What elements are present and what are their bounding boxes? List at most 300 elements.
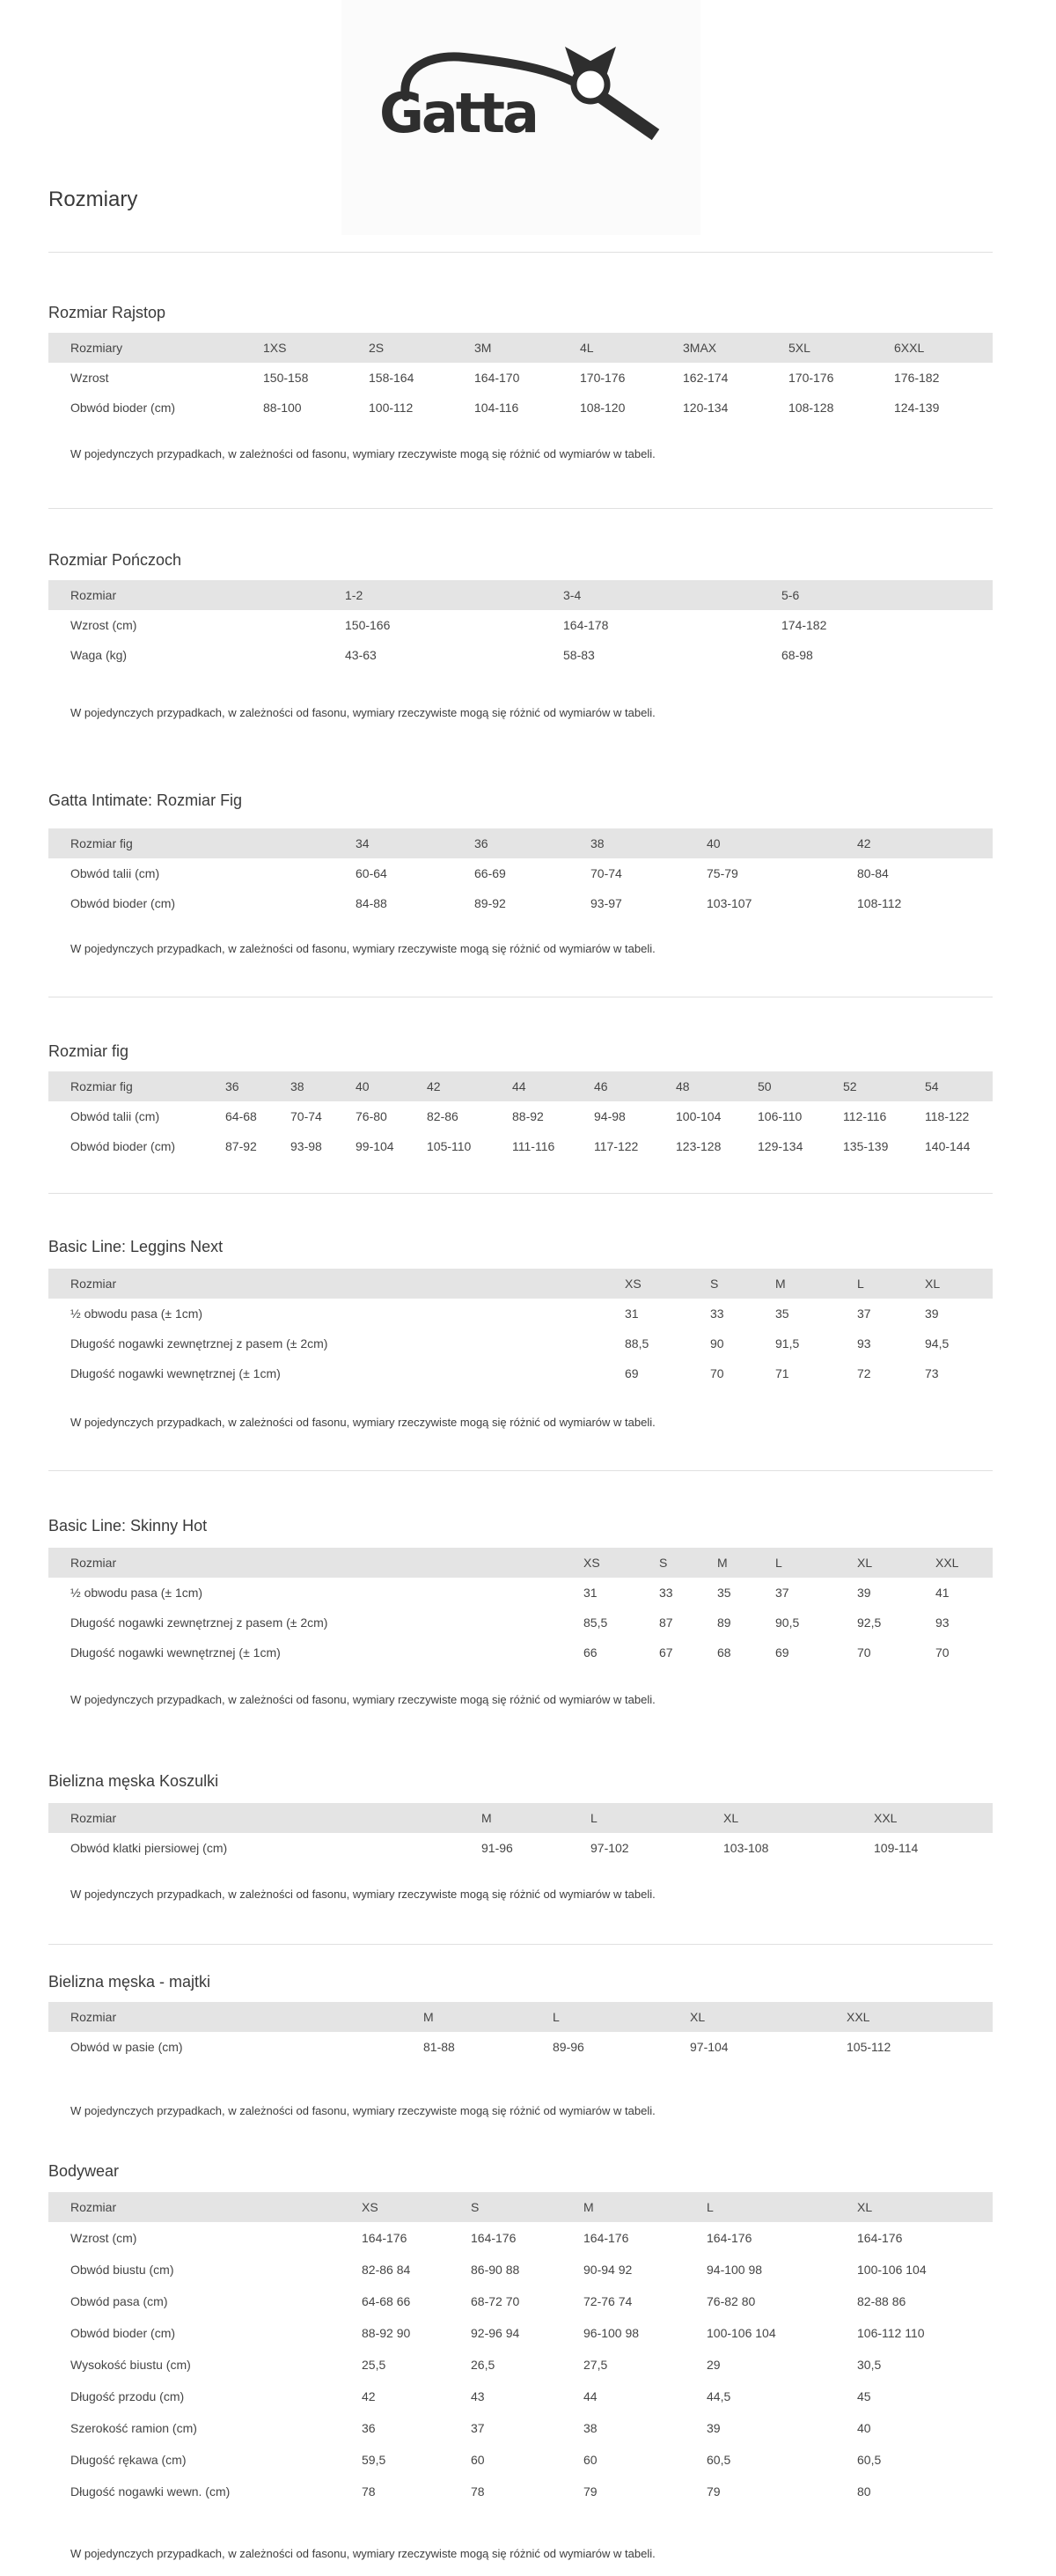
- table-header-row: [48, 580, 993, 610]
- section-rozmiar-fig: [48, 1041, 993, 1161]
- row-label: Obwód w pasie (cm): [70, 2040, 183, 2054]
- table-cell: 100-106 104: [707, 2326, 776, 2340]
- table-header-row: [48, 1269, 993, 1299]
- row-label: Długość przodu (cm): [70, 2389, 185, 2403]
- table-cell: 111-116: [512, 1139, 555, 1153]
- table-cell: 76-82 80: [707, 2294, 756, 2308]
- table-cell: 89-92: [474, 896, 506, 910]
- table-cell: 93: [857, 1336, 871, 1351]
- table-cell: 96-100 98: [583, 2326, 640, 2340]
- table-cell: 72: [857, 1366, 871, 1380]
- table-cell: 64-68: [225, 1109, 257, 1123]
- table-cell: 170-176: [788, 371, 834, 385]
- table-cell: 87: [659, 1616, 673, 1630]
- row-label: Obwód pasa (cm): [70, 2294, 168, 2308]
- table-cell: 31: [625, 1306, 639, 1321]
- table-cell: 37: [775, 1586, 789, 1600]
- table-cell: 38: [583, 2421, 598, 2435]
- size-table-koszulki: [48, 1803, 993, 1863]
- table-cell: 37: [471, 2421, 485, 2435]
- row-label-header: Rozmiar: [48, 2192, 362, 2222]
- column-header: 42: [427, 1071, 512, 1101]
- table-cell: 70-74: [290, 1109, 322, 1123]
- section-title: Basic Line: Leggins Next: [48, 1238, 224, 1255]
- table-cell: 71: [775, 1366, 789, 1380]
- table-cell: 93-97: [590, 896, 622, 910]
- size-note: W pojedynczych przypadkach, w zależności od fasonu, wymiary rzeczywiste mogą się różnić od wymiarów w tabeli.: [70, 2547, 656, 2560]
- table-row: [48, 1638, 993, 1667]
- row-label: Wzrost (cm): [70, 618, 137, 632]
- column-header: S: [710, 1269, 775, 1299]
- row-label: Obwód bioder (cm): [70, 401, 176, 415]
- table-cell: 35: [775, 1306, 789, 1321]
- table-cell: 69: [625, 1366, 639, 1380]
- column-header: XS: [583, 1548, 659, 1578]
- table-cell: 80: [857, 2484, 871, 2499]
- row-label: Wysokość biustu (cm): [70, 2358, 191, 2372]
- brand-logo-box: [341, 0, 700, 235]
- column-header: XXL: [874, 1803, 993, 1833]
- table-cell: 112-116: [843, 1109, 887, 1123]
- table-cell: 72-76 74: [583, 2294, 633, 2308]
- table-cell: 82-86: [427, 1109, 458, 1123]
- row-label-header: Rozmiary: [48, 333, 263, 363]
- size-note: W pojedynczych przypadkach, w zależności od fasonu, wymiary rzeczywiste mogą się różnić od wymiarów w tabeli.: [70, 706, 656, 719]
- table-cell: 30,5: [857, 2358, 882, 2372]
- table-cell: 60: [471, 2453, 485, 2467]
- table-row: [48, 2349, 993, 2381]
- row-label-header: Rozmiar fig: [48, 828, 356, 858]
- table-cell: 164-176: [583, 2231, 629, 2245]
- table-cell: 158-164: [369, 371, 414, 385]
- section-bielizna-majtki: [48, 1972, 993, 2118]
- size-note: W pojedynczych przypadkach, w zależności od fasonu, wymiary rzeczywiste mogą się różnić od wymiarów w tabeli.: [70, 1416, 656, 1429]
- column-header: M: [583, 2192, 707, 2222]
- row-label: Obwód bioder (cm): [70, 1139, 176, 1153]
- table-cell: 29: [707, 2358, 721, 2372]
- column-header: S: [471, 2192, 583, 2222]
- column-header: S: [659, 1548, 717, 1578]
- row-label: ½ obwodu pasa (± 1cm): [70, 1306, 203, 1321]
- table-row: [48, 858, 993, 888]
- table-cell: 90: [710, 1336, 724, 1351]
- column-header: M: [481, 1803, 590, 1833]
- size-table-intimate-fig: [48, 828, 993, 918]
- column-header: 4L: [580, 333, 683, 363]
- size-note: W pojedynczych przypadkach, w zależności od fasonu, wymiary rzeczywiste mogą się różnić od wymiarów w tabeli.: [70, 2104, 656, 2117]
- table-cell: 39: [707, 2421, 721, 2435]
- table-cell: 106-110: [758, 1109, 803, 1123]
- row-label-header: Rozmiar: [48, 1548, 583, 1578]
- table-cell: 164-170: [474, 371, 520, 385]
- column-header: 1-2: [345, 580, 563, 610]
- table-cell: 25,5: [362, 2358, 386, 2372]
- row-label-header: Rozmiar: [48, 1803, 481, 1833]
- table-cell: 90,5: [775, 1616, 800, 1630]
- table-cell: 82-86 84: [362, 2263, 411, 2277]
- column-header: XXL: [935, 1548, 993, 1578]
- table-cell: 91,5: [775, 1336, 800, 1351]
- table-cell: 85,5: [583, 1616, 608, 1630]
- table-cell: 35: [717, 1586, 731, 1600]
- table-cell: 82-88 86: [857, 2294, 906, 2308]
- divider: [48, 1193, 993, 1194]
- table-cell: 176-182: [894, 371, 940, 385]
- table-cell: 67: [659, 1645, 673, 1660]
- table-cell: 66-69: [474, 866, 506, 880]
- row-label: Waga (kg): [70, 648, 128, 662]
- table-cell: 118-122: [925, 1109, 970, 1123]
- table-row: [48, 393, 993, 423]
- table-header-row: [48, 1548, 993, 1578]
- table-row: [48, 1358, 993, 1388]
- column-header: M: [775, 1269, 857, 1299]
- section-bielizna-koszulki: [48, 1771, 993, 1902]
- table-cell: 80-84: [857, 866, 889, 880]
- column-header: 44: [512, 1071, 594, 1101]
- table-cell: 105-112: [847, 2040, 891, 2054]
- column-header: L: [590, 1803, 723, 1833]
- row-label: Długość nogawki zewnętrznej z pasem (± 2cm): [70, 1336, 328, 1351]
- table-cell: 40: [857, 2421, 871, 2435]
- content: [48, 0, 993, 2576]
- table-cell: 92,5: [857, 1616, 882, 1630]
- table-cell: 124-139: [894, 401, 940, 415]
- divider: [48, 252, 993, 253]
- page-title: Rozmiary: [48, 188, 138, 211]
- table-cell: 100-112: [369, 401, 414, 415]
- size-note: W pojedynczych przypadkach, w zależności od fasonu, wymiary rzeczywiste mogą się różnić od wymiarów w tabeli.: [70, 1888, 656, 1901]
- size-table-leggins-next: [48, 1269, 993, 1388]
- column-header: XL: [857, 2192, 993, 2222]
- table-cell: 26,5: [471, 2358, 495, 2372]
- table-cell: 43-63: [345, 648, 377, 662]
- section-title: Basic Line: Skinny Hot: [48, 1517, 208, 1535]
- table-row: [48, 640, 993, 670]
- column-header: L: [775, 1548, 857, 1578]
- table-header-row: [48, 1803, 993, 1833]
- table-cell: 68-98: [781, 648, 813, 662]
- table-cell: 92-96 94: [471, 2326, 520, 2340]
- table-cell: 66: [583, 1645, 598, 1660]
- column-header: 6XXL: [894, 333, 993, 363]
- table-cell: 123-128: [676, 1139, 722, 1153]
- column-header: 5XL: [788, 333, 894, 363]
- table-cell: 44,5: [707, 2389, 731, 2403]
- table-cell: 73: [925, 1366, 939, 1380]
- table-cell: 79: [707, 2484, 721, 2499]
- row-label: Wzrost (cm): [70, 2231, 137, 2245]
- table-cell: 31: [583, 1586, 598, 1600]
- size-note: W pojedynczych przypadkach, w zależności od fasonu, wymiary rzeczywiste mogą się różnić od wymiarów w tabeli.: [70, 447, 656, 460]
- table-cell: 60,5: [857, 2453, 882, 2467]
- cat-tail: [601, 97, 656, 135]
- column-header: 5-6: [781, 580, 993, 610]
- row-label-header: Rozmiar: [48, 580, 345, 610]
- table-cell: 103-107: [707, 896, 752, 910]
- column-header: M: [717, 1548, 775, 1578]
- table-cell: 89-96: [553, 2040, 584, 2054]
- table-cell: 78: [362, 2484, 376, 2499]
- table-cell: 94-98: [594, 1109, 626, 1123]
- table-row: [48, 1299, 993, 1328]
- column-header: 46: [594, 1071, 676, 1101]
- table-cell: 109-114: [874, 1841, 919, 1855]
- row-label: Długość nogawki wewn. (cm): [70, 2484, 231, 2499]
- row-label: Obwód bioder (cm): [70, 2326, 176, 2340]
- column-header: L: [857, 1269, 925, 1299]
- size-table-skinny-hot: [48, 1548, 993, 1667]
- table-cell: 108-128: [788, 401, 834, 415]
- table-cell: 162-174: [683, 371, 729, 385]
- size-table-bodywear: [48, 2192, 993, 2507]
- section-title: Rozmiar Pończoch: [48, 551, 182, 569]
- section-title: Bielizna męska Koszulki: [48, 1772, 219, 1790]
- table-cell: 164-176: [362, 2231, 407, 2245]
- column-header: L: [707, 2192, 857, 2222]
- size-table-ponczoch: [48, 580, 993, 670]
- table-cell: 43: [471, 2389, 485, 2403]
- table-cell: 70: [935, 1645, 950, 1660]
- column-header: 38: [590, 828, 707, 858]
- column-header: 50: [758, 1071, 843, 1101]
- row-label: ½ obwodu pasa (± 1cm): [70, 1586, 203, 1600]
- gatta-logo: [379, 42, 663, 151]
- table-cell: 97-104: [690, 2040, 729, 2054]
- table-row: [48, 2254, 993, 2285]
- table-header-row: [48, 828, 993, 858]
- table-cell: 104-116: [474, 401, 519, 415]
- table-cell: 81-88: [423, 2040, 455, 2054]
- table-cell: 87-92: [225, 1139, 257, 1153]
- table-cell: 135-139: [843, 1139, 889, 1153]
- section-title: Gatta Intimate: Rozmiar Fig: [48, 791, 243, 809]
- size-table-majtki: [48, 2002, 993, 2062]
- table-cell: 59,5: [362, 2453, 386, 2467]
- table-cell: 88-92 90: [362, 2326, 411, 2340]
- section-leggins-next: [48, 1237, 993, 1430]
- row-label-header: Rozmiar: [48, 2002, 423, 2032]
- column-header: XL: [857, 1548, 935, 1578]
- table-cell: 36: [362, 2421, 376, 2435]
- column-header: 34: [356, 828, 474, 858]
- table-row: [48, 363, 993, 393]
- table-cell: 94-100 98: [707, 2263, 763, 2277]
- table-cell: 78: [471, 2484, 485, 2499]
- column-header: 40: [707, 828, 857, 858]
- row-label: Długość nogawki wewnętrznej (± 1cm): [70, 1366, 281, 1380]
- table-cell: 164-176: [471, 2231, 517, 2245]
- table-cell: 140-144: [925, 1139, 971, 1153]
- column-header: 54: [925, 1071, 993, 1101]
- table-cell: 108-112: [857, 896, 902, 910]
- section-skinny-hot: [48, 1516, 993, 1707]
- column-header: 36: [225, 1071, 290, 1101]
- column-header: XS: [625, 1269, 710, 1299]
- row-label: Obwód talii (cm): [70, 866, 160, 880]
- table-cell: 33: [659, 1586, 673, 1600]
- row-label: Wzrost: [70, 371, 109, 385]
- table-row: [48, 1131, 993, 1161]
- column-header: 52: [843, 1071, 925, 1101]
- table-cell: 79: [583, 2484, 598, 2499]
- table-cell: 69: [775, 1645, 789, 1660]
- table-cell: 70: [857, 1645, 871, 1660]
- table-cell: 164-178: [563, 618, 609, 632]
- table-cell: 88,5: [625, 1336, 649, 1351]
- table-cell: 88-100: [263, 401, 302, 415]
- table-cell: 99-104: [356, 1139, 394, 1153]
- table-cell: 70-74: [590, 866, 622, 880]
- column-header: XL: [723, 1803, 874, 1833]
- table-cell: 150-166: [345, 618, 391, 632]
- table-cell: 86-90 88: [471, 2263, 520, 2277]
- table-cell: 60-64: [356, 866, 387, 880]
- column-header: 1XS: [263, 333, 369, 363]
- table-cell: 117-122: [594, 1139, 639, 1153]
- table-row: [48, 2285, 993, 2317]
- column-header: XL: [690, 2002, 847, 2032]
- row-label: Długość nogawki wewnętrznej (± 1cm): [70, 1645, 281, 1660]
- table-cell: 60: [583, 2453, 598, 2467]
- table-row: [48, 1578, 993, 1608]
- column-header: 36: [474, 828, 590, 858]
- table-cell: 89: [717, 1616, 731, 1630]
- table-cell: 94,5: [925, 1336, 950, 1351]
- section-gatta-intimate-fig: [48, 791, 993, 956]
- row-label: Obwód bioder (cm): [70, 896, 176, 910]
- table-cell: 164-176: [857, 2231, 903, 2245]
- table-row: [48, 1101, 993, 1131]
- divider: [48, 508, 993, 509]
- table-cell: 41: [935, 1586, 950, 1600]
- table-cell: 45: [857, 2389, 871, 2403]
- table-row: [48, 1833, 993, 1863]
- table-row: [48, 2032, 993, 2062]
- table-row: [48, 2412, 993, 2444]
- table-cell: 100-106 104: [857, 2263, 927, 2277]
- table-cell: 75-79: [707, 866, 738, 880]
- table-row: [48, 2317, 993, 2349]
- table-cell: 39: [925, 1306, 939, 1321]
- table-cell: 108-120: [580, 401, 626, 415]
- section-title: Bielizna męska - majtki: [48, 1973, 211, 1991]
- table-cell: 68: [717, 1645, 731, 1660]
- table-cell: 58-83: [563, 648, 595, 662]
- table-cell: 27,5: [583, 2358, 608, 2372]
- table-header-row: [48, 2002, 993, 2032]
- column-header: 40: [356, 1071, 427, 1101]
- table-cell: 150-158: [263, 371, 309, 385]
- table-cell: 60,5: [707, 2453, 731, 2467]
- row-label-header: Rozmiar: [48, 1269, 625, 1299]
- divider: [48, 1944, 993, 1945]
- table-row: [48, 610, 993, 640]
- table-cell: 84-88: [356, 896, 387, 910]
- column-header: M: [423, 2002, 553, 2032]
- table-cell: 39: [857, 1586, 871, 1600]
- table-row: [48, 2476, 993, 2507]
- table-cell: 70: [710, 1366, 724, 1380]
- size-table-fig: [48, 1071, 993, 1161]
- table-row: [48, 1328, 993, 1358]
- row-label-header: Rozmiar fig: [48, 1071, 225, 1101]
- row-label: Obwód biustu (cm): [70, 2263, 174, 2277]
- table-cell: 68-72 70: [471, 2294, 520, 2308]
- table-cell: 106-112 110: [857, 2326, 925, 2340]
- table-cell: 164-176: [707, 2231, 752, 2245]
- section-title: Bodywear: [48, 2162, 120, 2180]
- table-cell: 37: [857, 1306, 871, 1321]
- table-cell: 103-108: [723, 1841, 769, 1855]
- table-cell: 88-92: [512, 1109, 544, 1123]
- table-cell: 170-176: [580, 371, 626, 385]
- table-cell: 105-110: [427, 1139, 472, 1153]
- row-label: Obwód talii (cm): [70, 1109, 160, 1123]
- row-label: Długość nogawki zewnętrznej z pasem (± 2cm): [70, 1616, 328, 1630]
- table-row: [48, 2444, 993, 2476]
- column-header: 3-4: [563, 580, 781, 610]
- column-header: 3M: [474, 333, 580, 363]
- table-header-row: [48, 2192, 993, 2222]
- table-row: [48, 2222, 993, 2254]
- gatta-logo-text: Gatta: [378, 81, 537, 145]
- row-label: Długość rękawa (cm): [70, 2453, 187, 2467]
- table-cell: 129-134: [758, 1139, 803, 1153]
- table-cell: 64-68 66: [362, 2294, 411, 2308]
- column-header: XS: [362, 2192, 471, 2222]
- table-cell: 33: [710, 1306, 724, 1321]
- table-cell: 76-80: [356, 1109, 387, 1123]
- section-title: Rozmiar fig: [48, 1042, 129, 1060]
- size-table-rajstop: [48, 333, 993, 423]
- row-label: Obwód klatki piersiowej (cm): [70, 1841, 228, 1855]
- table-cell: 120-134: [683, 401, 729, 415]
- table-row: [48, 888, 993, 918]
- column-header: L: [553, 2002, 690, 2032]
- section-bodywear: [48, 2161, 993, 2561]
- column-header: 38: [290, 1071, 356, 1101]
- column-header: 42: [857, 828, 993, 858]
- table-cell: 91-96: [481, 1841, 513, 1855]
- column-header: 48: [676, 1071, 758, 1101]
- size-note: W pojedynczych przypadkach, w zależności od fasonu, wymiary rzeczywiste mogą się różnić od wymiarów w tabeli.: [70, 1693, 656, 1706]
- table-cell: 44: [583, 2389, 598, 2403]
- table-row: [48, 2381, 993, 2412]
- row-label: Szerokość ramion (cm): [70, 2421, 197, 2435]
- column-header: 3MAX: [683, 333, 788, 363]
- table-cell: 100-104: [676, 1109, 722, 1123]
- table-header-row: [48, 1071, 993, 1101]
- divider: [48, 1470, 993, 1471]
- table-cell: 42: [362, 2389, 376, 2403]
- section-rozmiar-rajstop: [48, 303, 993, 461]
- table-row: [48, 1608, 993, 1638]
- table-cell: 174-182: [781, 618, 827, 632]
- table-cell: 93: [935, 1616, 950, 1630]
- size-note: W pojedynczych przypadkach, w zależności od fasonu, wymiary rzeczywiste mogą się różnić od wymiarów w tabeli.: [70, 942, 656, 955]
- table-header-row: [48, 333, 993, 363]
- column-header: 2S: [369, 333, 474, 363]
- column-header: XXL: [847, 2002, 993, 2032]
- table-cell: 93-98: [290, 1139, 322, 1153]
- page-header: [48, 0, 993, 235]
- section-title: Rozmiar Rajstop: [48, 304, 166, 321]
- table-cell: 90-94 92: [583, 2263, 633, 2277]
- table-cell: 97-102: [590, 1841, 629, 1855]
- section-rozmiar-ponczoch: [48, 550, 993, 720]
- column-header: XL: [925, 1269, 993, 1299]
